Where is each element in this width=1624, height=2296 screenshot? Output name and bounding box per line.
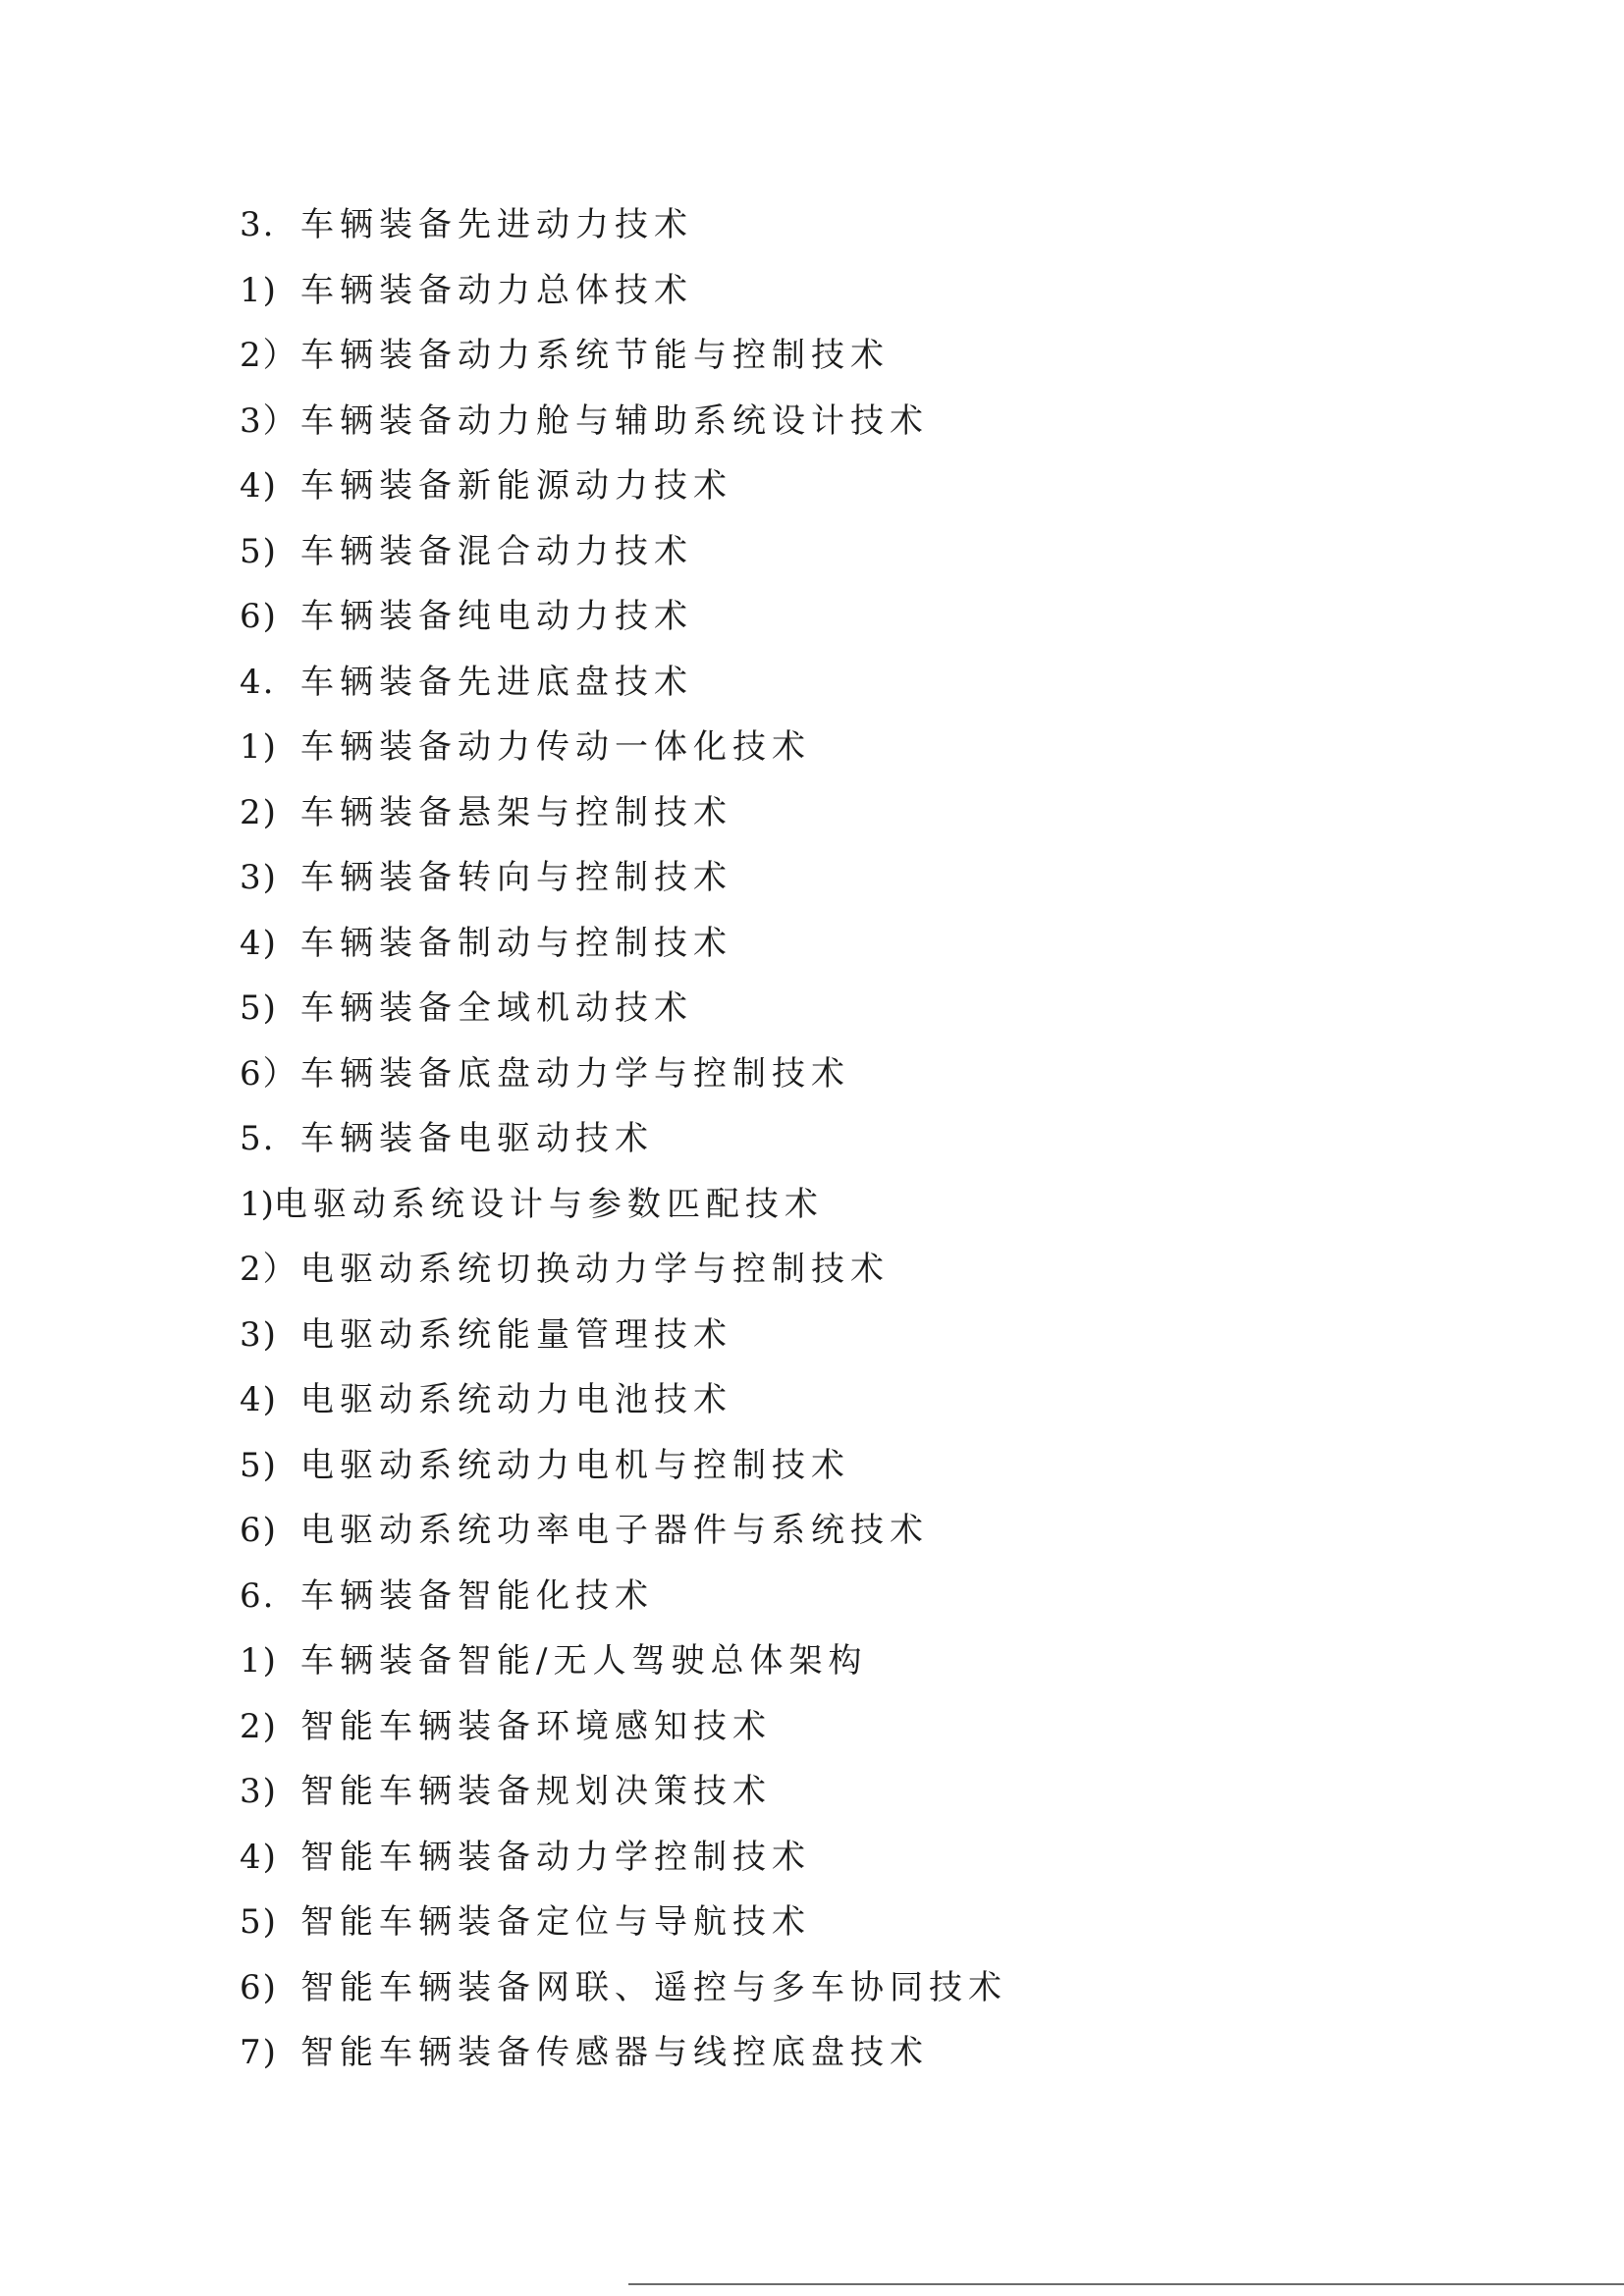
list-item — [240, 519, 1418, 585]
list-item-text: 电驱动系统设计与参数匹配技术 — [273, 1184, 824, 1224]
list-item-text: 车辆装备纯电动力技术 — [300, 597, 693, 636]
list-item-text: 车辆装备动力传动一体化技术 — [300, 727, 811, 767]
list-item-text: 车辆装备转向与控制技术 — [300, 858, 732, 897]
list-item-text: 车辆装备动力舱与辅助系统设计技术 — [300, 400, 929, 441]
list-item-number: 1) — [240, 727, 278, 767]
list-item — [240, 389, 1418, 454]
list-item-text: 电驱动系统切换动力学与控制技术 — [300, 1250, 890, 1289]
list-item-number: 2） — [240, 336, 298, 375]
list-item-number: 1) — [240, 270, 278, 310]
list-item — [240, 1890, 1418, 1955]
list-item-text: 电驱动系统动力电机与控制技术 — [300, 1445, 850, 1485]
list-item — [240, 258, 1418, 324]
list-item-text: 智能车辆装备规划决策技术 — [300, 1772, 772, 1811]
list-item-number: 5) — [240, 988, 278, 1028]
list-item-text: 电驱动系统能量管理技术 — [300, 1314, 732, 1355]
list-item-text: 车辆装备智能/无人驾驶总体架构 — [300, 1641, 868, 1681]
list-item-number: 2） — [240, 1250, 298, 1289]
list-item — [240, 454, 1418, 519]
list-item-number: 5) — [240, 531, 278, 571]
list-item-text: 车辆装备先进底盘技术 — [300, 662, 693, 702]
list-item-text: 车辆装备混合动力技术 — [300, 531, 693, 571]
list-item-text: 车辆装备制动与控制技术 — [300, 923, 732, 963]
list-item-text: 智能车辆装备网联、遥控与多车协同技术 — [300, 1967, 1007, 2007]
list-item-text: 电驱动系统动力电池技术 — [300, 1380, 732, 1419]
list-item-number: 4) — [240, 466, 278, 506]
list-item-number: 4. — [240, 662, 276, 702]
list-item-text: 电驱动系统功率电子器件与系统技术 — [300, 1511, 929, 1550]
list-item-number: 6) — [240, 597, 278, 636]
list-item-number: 6） — [240, 1053, 298, 1094]
list-item-number: 4) — [240, 923, 278, 963]
list-item — [240, 715, 1418, 780]
list-item-text: 智能车辆装备环境感知技术 — [300, 1706, 772, 1746]
list-item-text: 车辆装备智能化技术 — [300, 1575, 654, 1616]
list-item-number: 4) — [240, 1380, 278, 1419]
list-item-number: 6) — [240, 1511, 278, 1550]
list-item — [240, 650, 1418, 716]
list-item — [240, 1955, 1418, 2021]
list-item — [240, 1825, 1418, 1891]
list-item-number: 3） — [240, 400, 298, 441]
list-item — [240, 1106, 1418, 1172]
list-item-number: 3) — [240, 1772, 278, 1811]
list-item-number: 2) — [240, 792, 278, 832]
list-item-text: 车辆装备新能源动力技术 — [300, 466, 732, 506]
list-item-number: 5) — [240, 1445, 278, 1485]
list-item-number: 2) — [240, 1706, 278, 1746]
list-item-text: 智能车辆装备传感器与线控底盘技术 — [300, 2033, 929, 2072]
list-item-number: 3) — [240, 858, 278, 897]
list-item-number: 5) — [240, 1902, 278, 1942]
list-item-number: 6. — [240, 1575, 276, 1616]
list-item-text: 车辆装备动力系统节能与控制技术 — [300, 336, 890, 375]
list-item-number: 3) — [240, 1314, 278, 1355]
list-item — [240, 1172, 1418, 1238]
list-item-number: 5. — [240, 1119, 276, 1158]
list-item-number: 7) — [240, 2033, 278, 2072]
list-item — [240, 192, 1418, 258]
list-item — [240, 1041, 1418, 1107]
list-item-text: 车辆装备先进动力技术 — [300, 205, 693, 244]
list-item-text: 车辆装备悬架与控制技术 — [300, 792, 732, 832]
bottom-rule — [628, 2283, 1624, 2285]
list-item-number: 3. — [240, 205, 276, 244]
list-item-number: 1) — [240, 1184, 274, 1224]
list-item-text: 智能车辆装备定位与导航技术 — [300, 1902, 811, 1942]
list-item — [240, 1237, 1418, 1303]
technology-list — [240, 192, 1418, 2086]
list-item — [240, 2020, 1418, 2086]
list-item — [240, 976, 1418, 1041]
list-item-text: 车辆装备全域机动技术 — [300, 988, 693, 1028]
list-item — [240, 1759, 1418, 1825]
list-item — [240, 1303, 1418, 1368]
list-item — [240, 1498, 1418, 1564]
list-item-text: 车辆装备底盘动力学与控制技术 — [300, 1053, 850, 1094]
list-item-number: 4) — [240, 1837, 278, 1877]
list-item — [240, 1367, 1418, 1433]
list-item-text: 车辆装备电驱动技术 — [300, 1119, 654, 1158]
list-item — [240, 1564, 1418, 1629]
list-item-number: 6) — [240, 1967, 278, 2007]
list-item — [240, 1629, 1418, 1694]
list-item — [240, 1694, 1418, 1760]
list-item — [240, 911, 1418, 977]
list-item-text: 智能车辆装备动力学控制技术 — [300, 1837, 811, 1877]
list-item — [240, 323, 1418, 389]
list-item-text: 车辆装备动力总体技术 — [300, 270, 693, 310]
list-item — [240, 584, 1418, 650]
list-item-number: 1) — [240, 1641, 278, 1681]
list-item — [240, 780, 1418, 846]
list-item — [240, 1433, 1418, 1499]
list-item — [240, 845, 1418, 911]
